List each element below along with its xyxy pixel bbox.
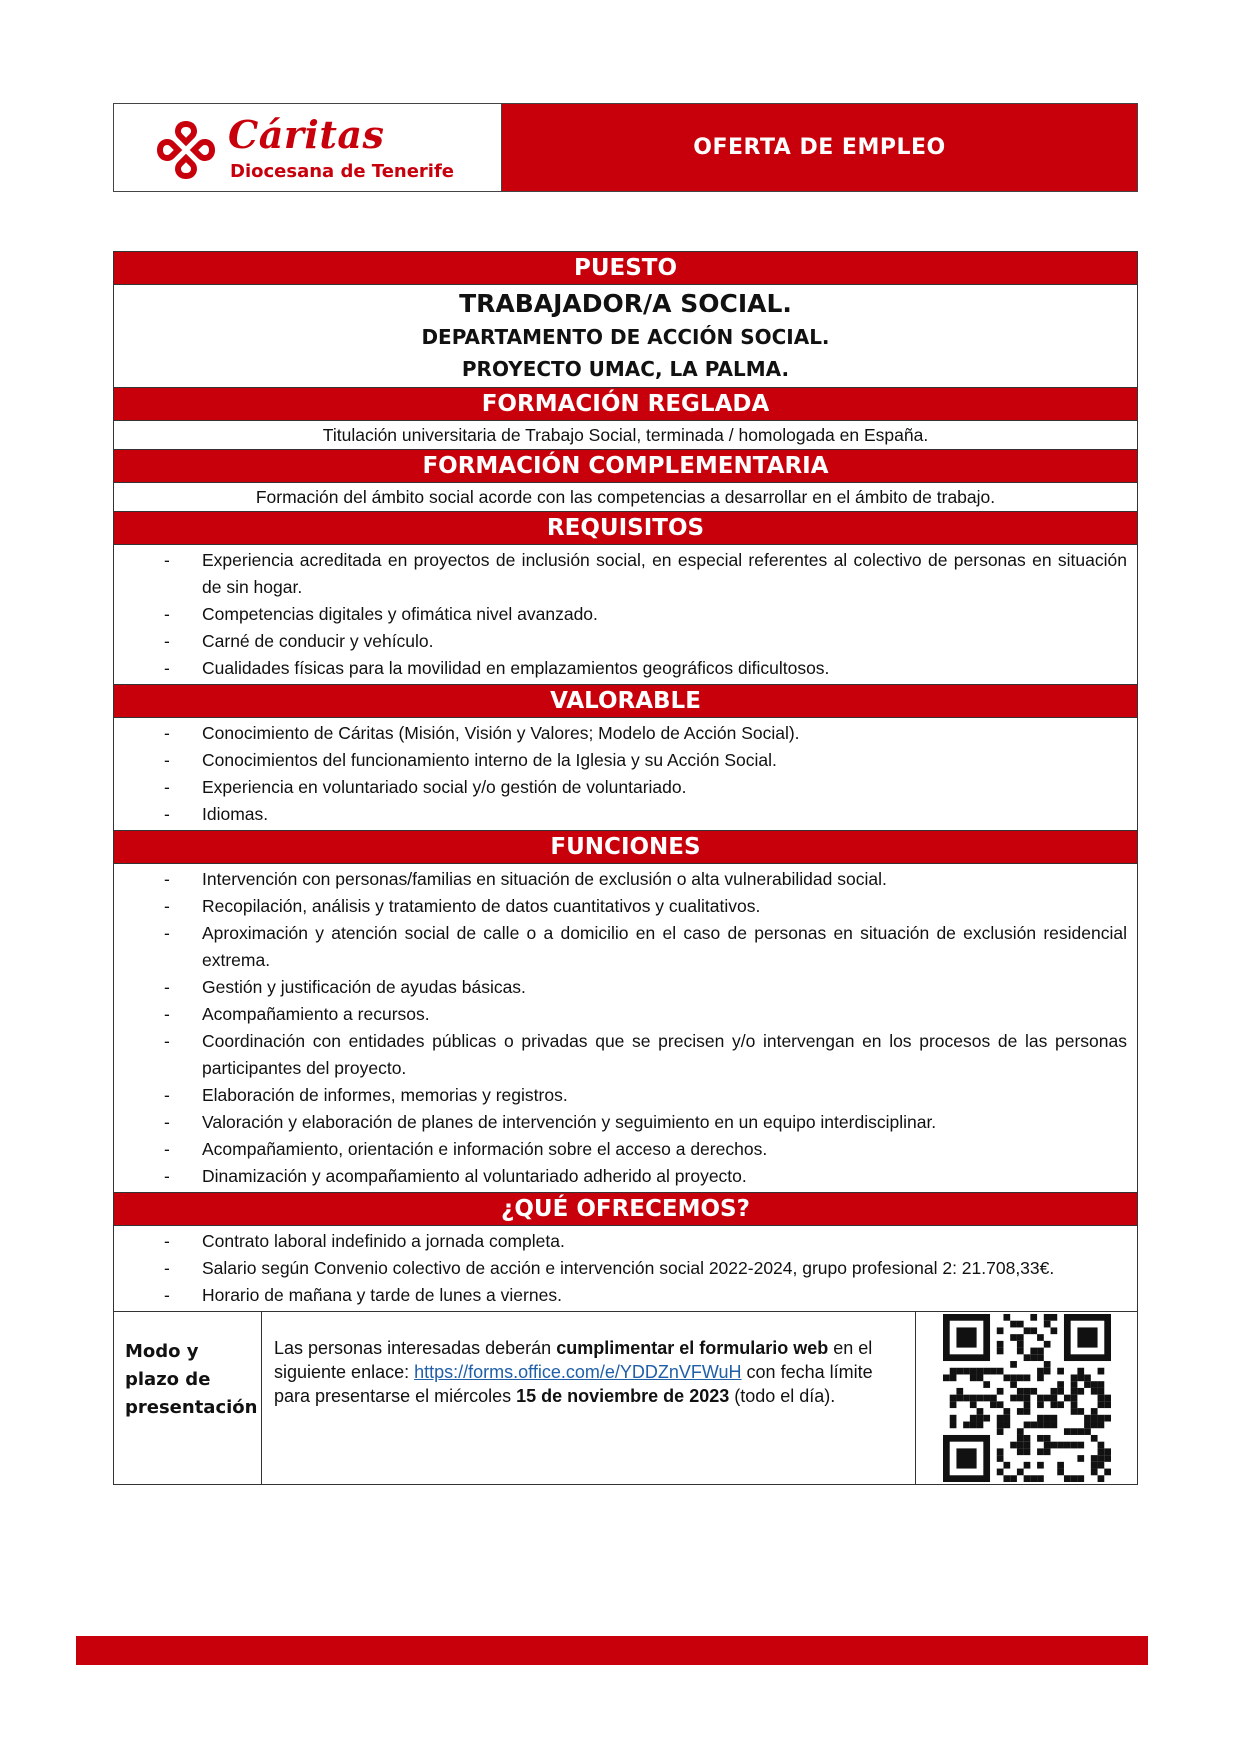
text-fragment: (todo el día).: [729, 1386, 836, 1406]
puesto-body: [114, 285, 1137, 388]
list-item: - Competencias digitales y ofimática nivel avanzado.: [114, 601, 1127, 628]
list-item: - Intervención con personas/familias en situación de exclusión o alta vulnerabilidad social.: [114, 866, 1127, 893]
job-title: TRABAJADOR/A SOCIAL.: [459, 289, 792, 318]
label-line: plazo de: [125, 1369, 211, 1390]
list-item: - Gestión y justificación de ayudas básicas.: [114, 974, 1127, 1001]
funciones-list: [114, 864, 1137, 1192]
list-item: - Acompañamiento a recursos.: [114, 1001, 1127, 1028]
section-heading-formacion-reglada: FORMACIÓN REGLADA: [114, 388, 1137, 421]
list-item: - Acompañamiento, orientación e información sobre el acceso a derechos.: [114, 1136, 1127, 1163]
list-item: - Carné de conducir y vehículo.: [114, 628, 1127, 655]
text-fragment: Las personas interesadas deberán: [274, 1338, 557, 1358]
logo: [114, 104, 502, 191]
presentacion-row: [114, 1312, 1137, 1484]
qr-code-icon[interactable]: [943, 1314, 1111, 1482]
list-item: - Valoración y elaboración de planes de intervención y seguimiento en un equipo interdisciplinar.: [114, 1109, 1127, 1136]
header-box: [113, 103, 1138, 192]
list-item: - Dinamización y acompañamiento al voluntariado adherido al proyecto.: [114, 1163, 1127, 1190]
section-heading-formacion-complementaria: FORMACIÓN COMPLEMENTARIA: [114, 450, 1137, 483]
offer-title: OFERTA DE EMPLEO: [693, 135, 946, 160]
offer-banner: [502, 104, 1137, 191]
section-heading-ofrecemos: ¿QUÉ OFRECEMOS?: [114, 1193, 1137, 1226]
logo-subtitle: Diocesana de Tenerife: [230, 161, 455, 182]
ofrecemos-list: [114, 1226, 1137, 1311]
list-item: - Experiencia en voluntariado social y/o gestión de voluntariado.: [114, 774, 1127, 801]
list-item: - Salario según Convenio colectivo de acción e intervención social 2022-2024, grupo profesional 2: 21.708,33€.: [114, 1255, 1127, 1282]
footer-bar: [76, 1636, 1148, 1665]
ofrecemos-body: [114, 1226, 1137, 1312]
label-line: Modo y: [125, 1341, 199, 1362]
list-item: - Conocimientos del funcionamiento interno de la Iglesia y su Acción Social.: [114, 747, 1127, 774]
section-heading-funciones: FUNCIONES: [114, 831, 1137, 864]
qr-cell: [916, 1312, 1137, 1484]
caritas-cross-icon: [154, 118, 218, 182]
label-line: presentación: [125, 1397, 258, 1418]
list-item: - Experiencia acreditada en proyectos de inclusión social, en especial referentes al colectivo de personas en situación de sin hogar.: [114, 547, 1127, 601]
form-link[interactable]: https://forms.office.com/e/YDDZnVFWuH: [414, 1362, 742, 1382]
logo-name: Cáritas: [228, 112, 385, 157]
requisitos-body: [114, 545, 1137, 685]
list-item: - Contrato laboral indefinido a jornada completa.: [114, 1228, 1127, 1255]
presentacion-text: [262, 1312, 916, 1484]
project: PROYECTO UMAC, LA PALMA.: [461, 357, 790, 381]
list-item: - Aproximación y atención social de calle o a domicilio en el caso de personas en situación de exclusión residencial extrema.: [114, 920, 1127, 974]
section-heading-puesto: PUESTO: [114, 252, 1137, 285]
list-item: - Cualidades físicas para la movilidad en emplazamientos geográficos dificultosos.: [114, 655, 1127, 682]
text-fragment: con fecha límite para presentarse el miércoles: [274, 1362, 873, 1406]
valorable-body: [114, 718, 1137, 831]
text-fragment-bold: cumplimentar el formulario web: [556, 1338, 829, 1358]
job-offer-table: [113, 251, 1138, 1485]
deadline-date: 15 de noviembre de 2023: [516, 1386, 730, 1406]
formacion-reglada-text: Titulación universitaria de Trabajo Social, terminada / homologada en España.: [114, 421, 1137, 450]
list-item: - Horario de mañana y tarde de lunes a viernes.: [114, 1282, 1127, 1309]
section-heading-requisitos: REQUISITOS: [114, 512, 1137, 545]
list-item: - Idiomas.: [114, 801, 1127, 828]
requisitos-list: [114, 545, 1137, 684]
text-fragment: en el siguiente enlace:: [274, 1338, 873, 1382]
list-item: - Recopilación, análisis y tratamiento de datos cuantitativos y cualitativos.: [114, 893, 1127, 920]
presentacion-label: [114, 1312, 262, 1484]
list-item: - Elaboración de informes, memorias y registros.: [114, 1082, 1127, 1109]
funciones-body: [114, 864, 1137, 1193]
section-heading-valorable: VALORABLE: [114, 685, 1137, 718]
valorable-list: [114, 718, 1137, 830]
list-item: - Coordinación con entidades públicas o privadas que se precisen y/o intervengan en los procesos de las personas participantes del proyecto.: [114, 1028, 1127, 1082]
department: DEPARTAMENTO DE ACCIÓN SOCIAL.: [421, 325, 830, 349]
list-item: - Conocimiento de Cáritas (Misión, Visión y Valores; Modelo de Acción Social).: [114, 720, 1127, 747]
formacion-complementaria-text: Formación del ámbito social acorde con las competencias a desarrollar en el ámbito de trabajo.: [114, 483, 1137, 512]
